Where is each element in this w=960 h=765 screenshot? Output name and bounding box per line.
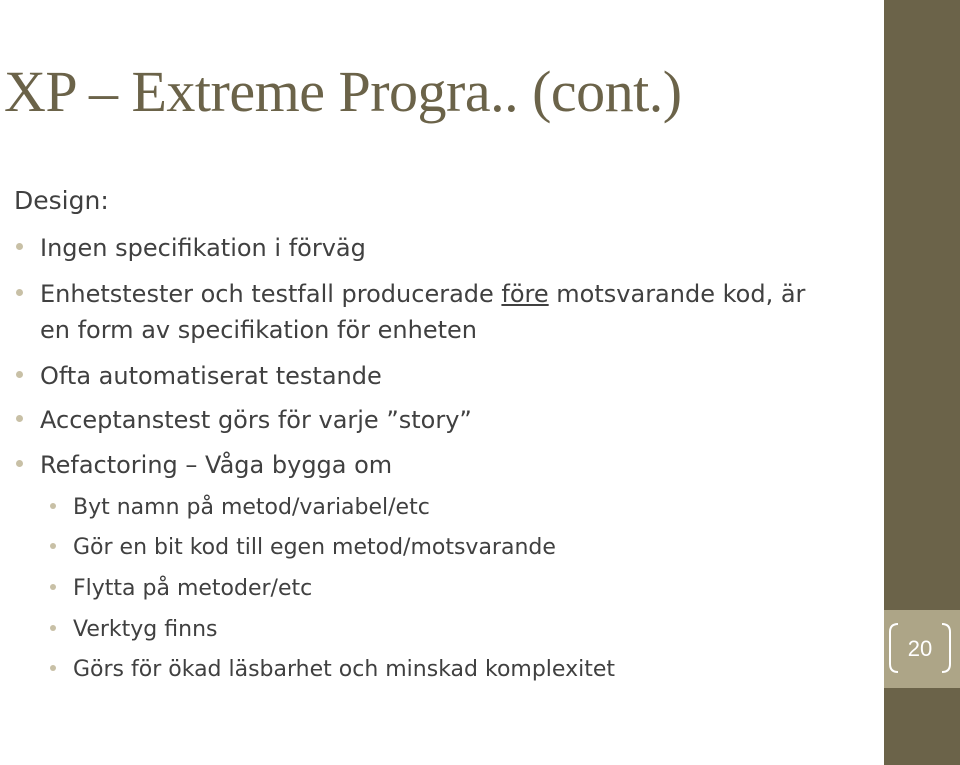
bullet-text: Refactoring – Våga bygga om bbox=[40, 451, 393, 479]
sub-bullet-text: Flytta på metoder/etc bbox=[73, 576, 313, 601]
bullet-dot-icon bbox=[50, 543, 56, 549]
bullet-dot-icon bbox=[50, 625, 56, 631]
slide-title: XP – Extreme Progra.. (cont.) bbox=[4, 59, 682, 124]
page-number: 20 bbox=[907, 636, 933, 661]
sub-bullet-item bbox=[73, 576, 312, 601]
bullet-continuation bbox=[40, 316, 477, 344]
sub-bullet-item bbox=[73, 495, 430, 520]
sub-bullet-text: Gör en bit kod till egen metod/motsvarande bbox=[73, 535, 556, 560]
sub-bullet-item bbox=[73, 657, 615, 682]
bullet-item bbox=[40, 234, 366, 262]
bullet-dot-icon bbox=[50, 503, 56, 509]
section-heading: Design: bbox=[14, 186, 109, 215]
bullet-dot-icon bbox=[16, 460, 23, 467]
bullet-dot-icon bbox=[16, 415, 23, 422]
bullet-item bbox=[40, 362, 382, 390]
bullet-text: en form av specifikation för enheten bbox=[40, 316, 477, 344]
sub-bullet-text: Verktyg finns bbox=[73, 617, 218, 642]
bullet-text-emphasis: före bbox=[501, 280, 549, 308]
bullet-text: Acceptanstest görs för varje ”story” bbox=[40, 406, 472, 434]
bullet-item bbox=[40, 451, 392, 479]
sub-bullet-text: Görs för ökad läsbarhet och minskad komplexitet bbox=[73, 657, 615, 682]
bullet-text-post: motsvarande kod, är bbox=[548, 280, 806, 308]
bullet-dot-icon bbox=[50, 665, 56, 671]
sub-bullet-item bbox=[73, 617, 217, 642]
bullet-dot-icon bbox=[16, 243, 23, 250]
bullet-item bbox=[40, 280, 805, 308]
bullet-text: Ofta automatiserat testande bbox=[40, 362, 382, 390]
bullet-text-pre: Enhetstester och testfall producerade bbox=[40, 280, 502, 308]
bullet-dot-icon bbox=[16, 371, 23, 378]
bullet-text: Ingen specifikation i förväg bbox=[40, 234, 366, 262]
bullet-dot-icon bbox=[16, 289, 23, 296]
bullet-item bbox=[40, 406, 472, 434]
bullet-dot-icon bbox=[50, 584, 56, 590]
sub-bullet-item bbox=[73, 535, 556, 560]
sub-bullet-text: Byt namn på metod/variabel/etc bbox=[73, 495, 430, 520]
